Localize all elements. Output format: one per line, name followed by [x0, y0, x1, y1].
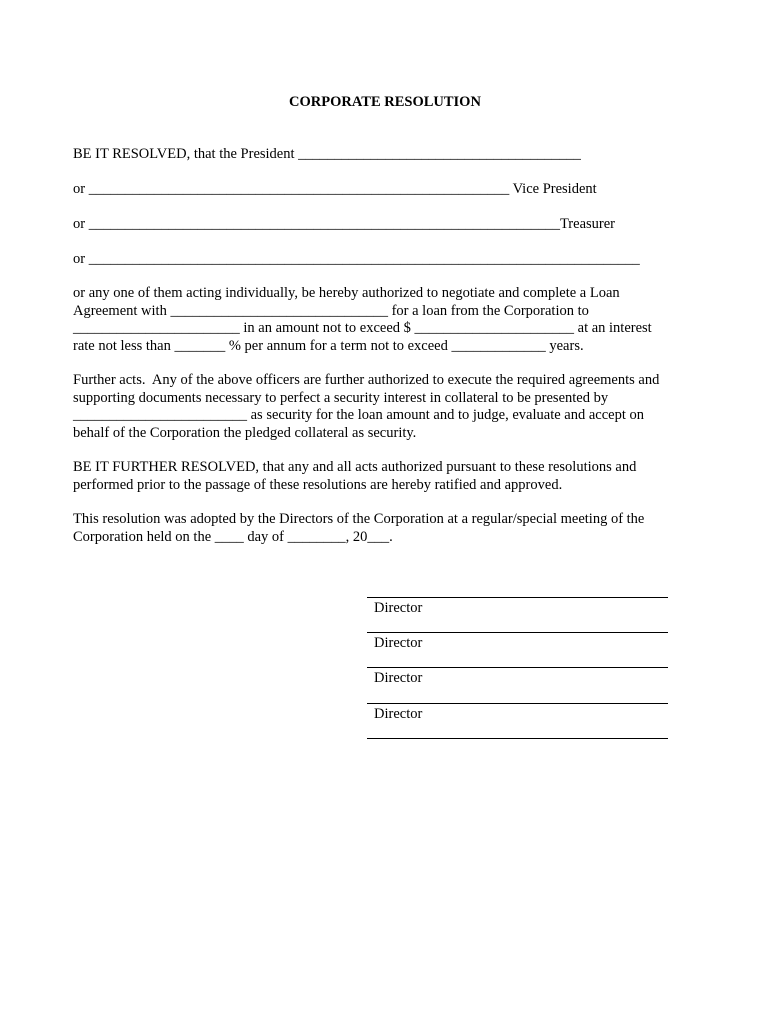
document-title: CORPORATE RESOLUTION — [289, 94, 481, 110]
paragraph-line: This resolution was adopted by the Directors of the Corporation at a regular/special meeting of the — [73, 511, 645, 527]
paragraph-line: BE IT FURTHER RESOLVED, that any and all acts authorized pursuant to these resolutions and — [73, 459, 637, 475]
paragraph-line: supporting documents necessary to perfect a security interest in collateral to be presented by — [73, 389, 609, 406]
paragraph-line: or any one of them acting individually, be hereby authorized to negotiate and complete a Loan — [73, 285, 620, 301]
paragraph-line: performed prior to the passage of these resolutions are hereby ratified and approved. — [73, 476, 563, 493]
signature-line — [367, 597, 668, 598]
president-line: BE IT RESOLVED, that the President _______________________________________ — [73, 146, 581, 162]
loan-authorization-paragraph — [73, 285, 703, 355]
paragraph-line: _______________________ in an amount not to exceed $ ______________________ at an interest — [73, 320, 652, 336]
director-label: Director — [374, 635, 423, 651]
treasurer-line: or _________________________________________________________________Treasurer — [73, 216, 615, 232]
further-acts-paragraph — [73, 372, 703, 442]
paragraph-line: ________________________ as security for the loan amount and to judge, evaluate and accept on — [73, 407, 644, 423]
paragraph-line: rate not less than _______ % per annum for a term not to exceed _____________ years. — [73, 337, 584, 354]
signature-line — [367, 703, 668, 704]
vice-president-line: or __________________________________________________________ Vice President — [73, 181, 597, 197]
paragraph-line: Further acts. Any of the above officers are further authorized to execute the required agreements and — [73, 372, 660, 388]
additional-officer-line: or ____________________________________________________________________________ — [73, 251, 640, 267]
signature-line — [367, 738, 668, 739]
director-label: Director — [374, 600, 423, 616]
signature-line — [367, 667, 668, 668]
paragraph-line: Corporation held on the ____ day of ________, 20___. — [73, 528, 393, 545]
director-label: Director — [374, 706, 423, 722]
paragraph-line: Agreement with ______________________________ for a loan from the Corporation to — [73, 302, 589, 319]
paragraph-line: behalf of the Corporation the pledged collateral as security. — [73, 424, 417, 441]
director-label: Director — [374, 670, 423, 686]
signature-line — [367, 632, 668, 633]
adoption-paragraph — [73, 511, 703, 546]
ratification-paragraph — [73, 459, 703, 494]
